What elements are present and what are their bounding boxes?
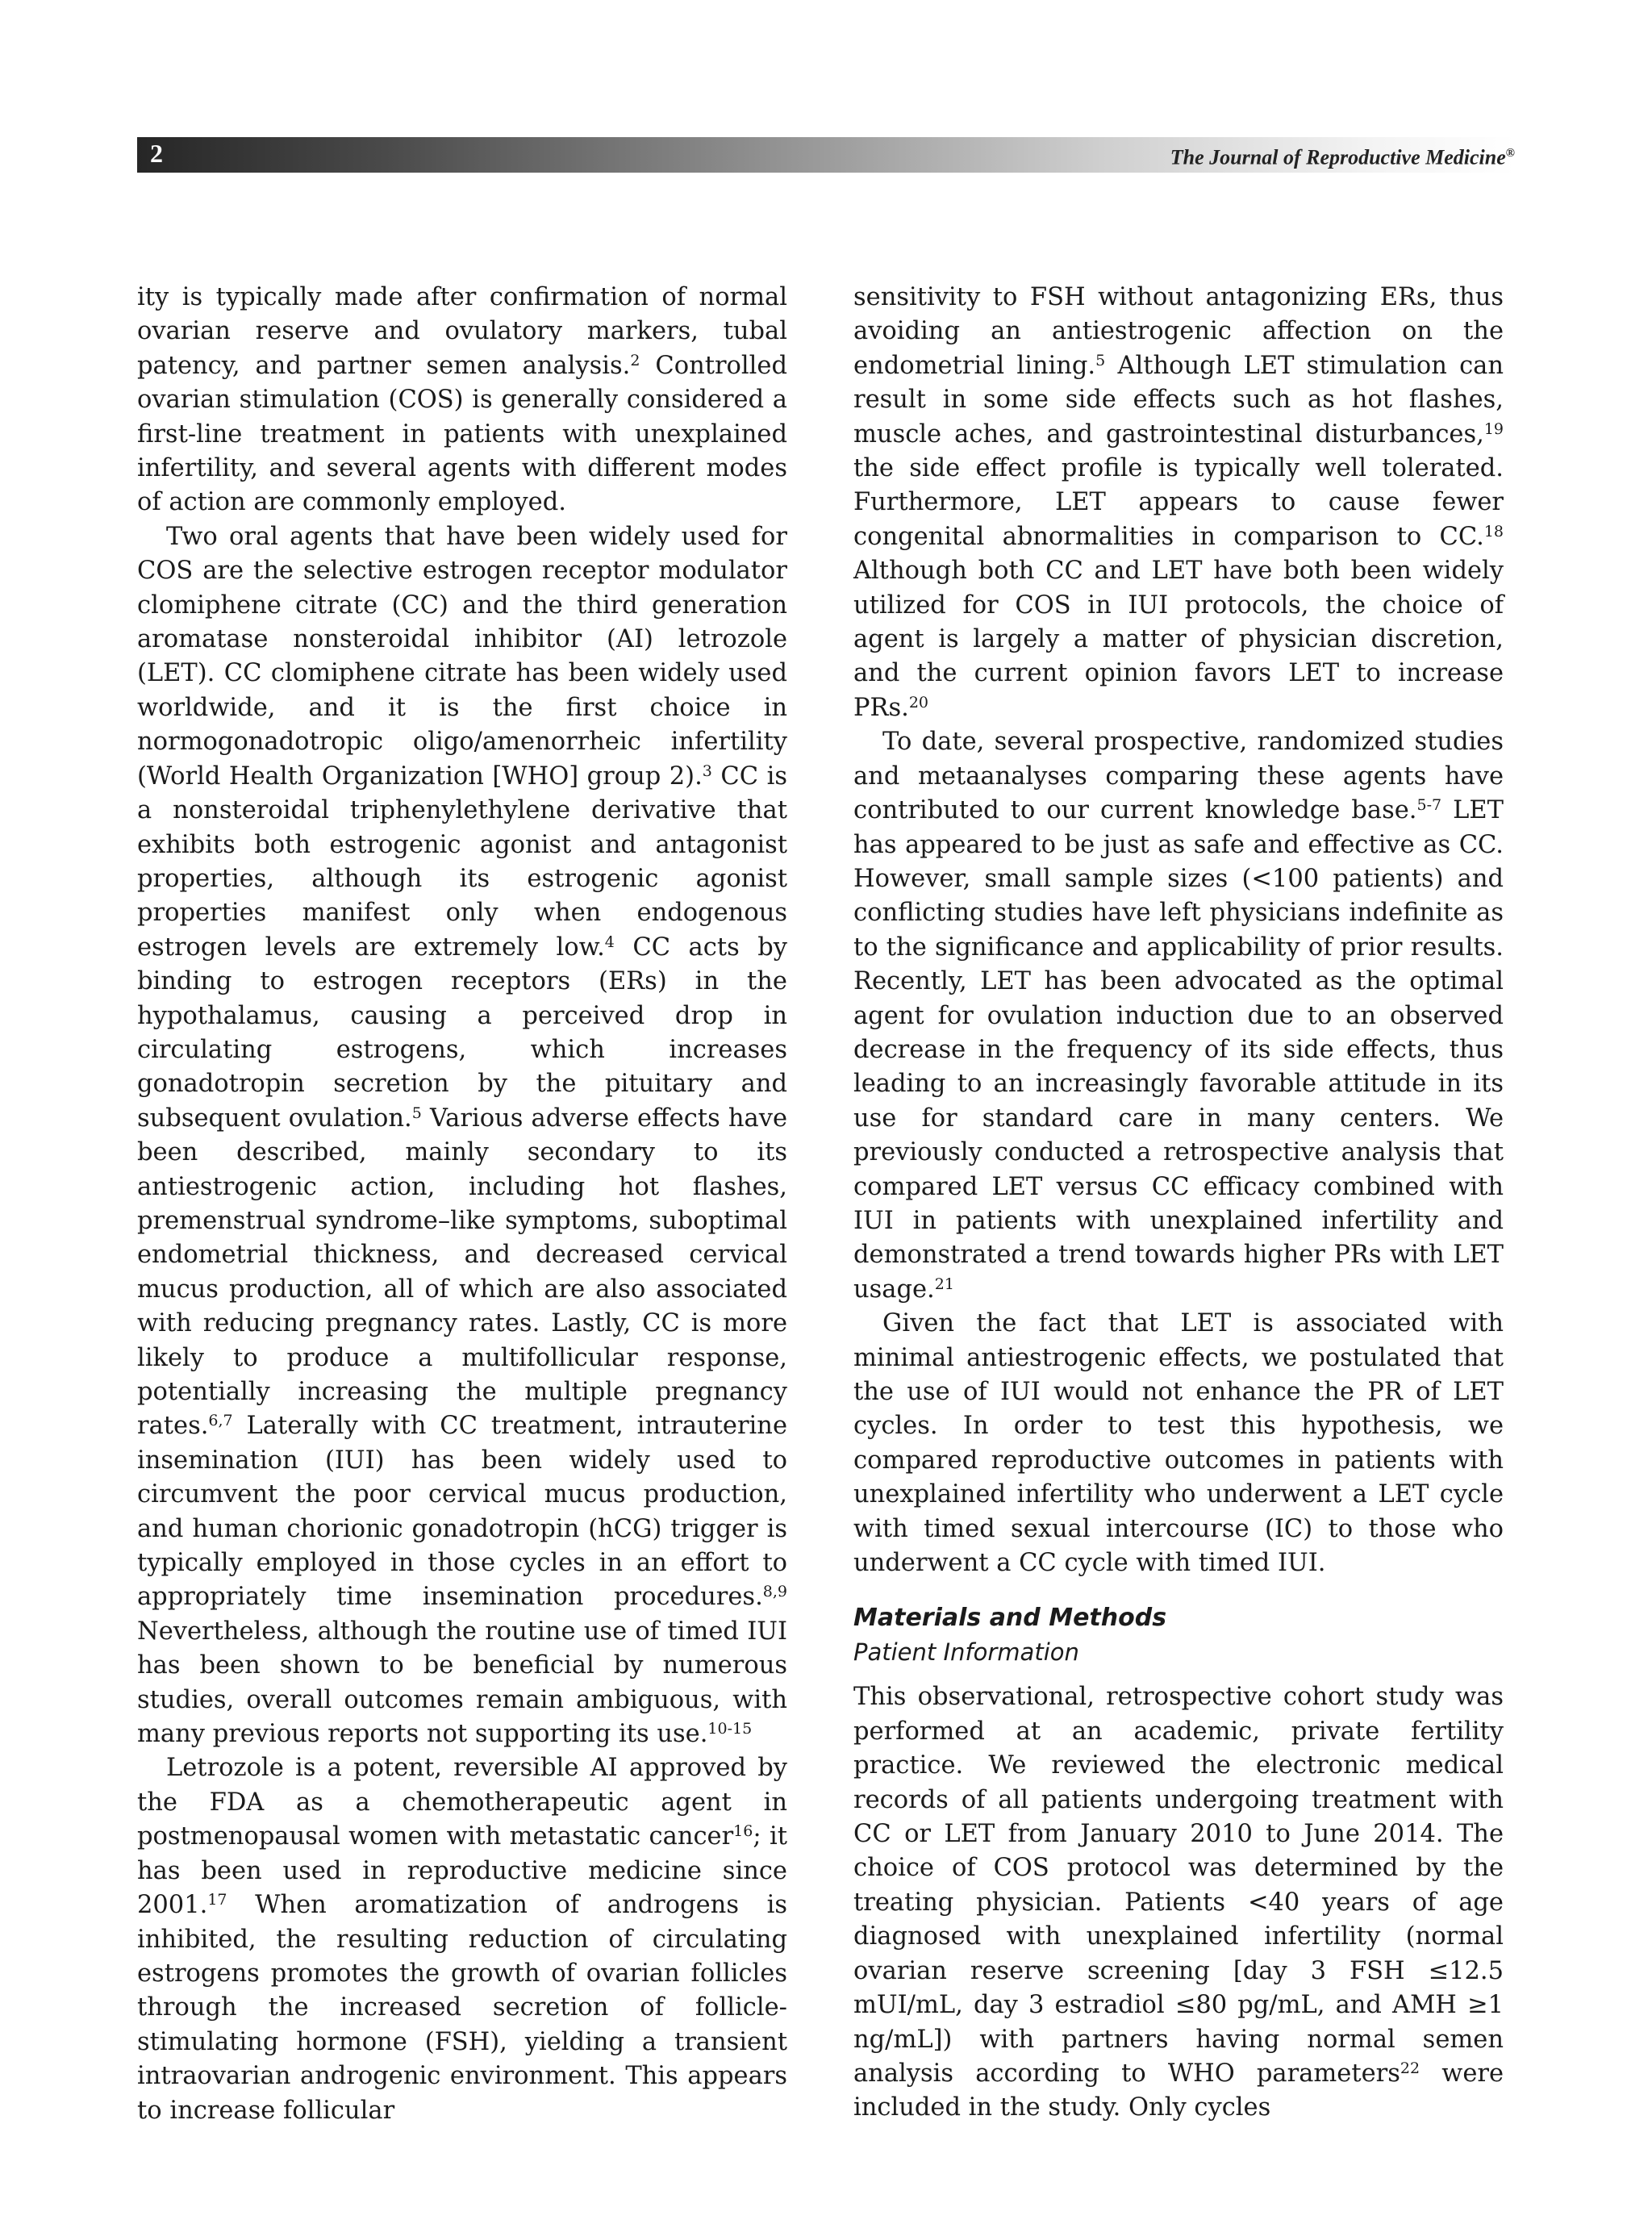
text-run: ; it has been used in reproductive medicine since 2001. (137, 1822, 787, 1920)
body-paragraph (137, 520, 787, 1752)
citation-superscript: 5 (1095, 351, 1106, 369)
citation-superscript: 16 (733, 1822, 753, 1841)
right-column (853, 281, 1504, 2126)
sub-heading: Patient Information (853, 1638, 1079, 1667)
citation-superscript: 20 (908, 693, 929, 711)
citation-superscript: 6,7 (208, 1412, 233, 1430)
body-paragraph (853, 1680, 1504, 2125)
body-paragraph (853, 1307, 1504, 1580)
page-number: 2 (150, 139, 163, 168)
text-run: LET has appeared to be just as safe and effective as CC. However, small sample sizes (<100 patients) and conflicting studies have left physicians indefinite as to the significance and applicability of prior results. Recently, LET has been advocated as the optimal agent for ovulation induction due to an observed decrease in the frequency of its side effects, thus leading to an increasingly favorable attitude in its use for standard care in many centers. We previously conducted a retrospective analysis that compared LET versus CC efficacy combined with IUI in patients with unexplained infertility and demonstrated a trend towards higher PRs with LET usage. (853, 796, 1504, 1304)
citation-superscript: 8,9 (762, 1583, 787, 1601)
text-run: Two oral agents that have been widely used for COS are the selective estrogen receptor modulator clomiphene citrate (CC) and the third generation aromatase nonsteroidal inhibitor (AI) letrozole (LET). CC clomiphene citrate has been widely used worldwide, and it is the first choice in normogonadotropic oligo/amenorrheic infertility (World Health Organization [WHO] group 2). (137, 522, 787, 791)
text-run: Although LET stimulation can result in some side effects such as hot flashes, muscle aches, and gastrointestinal disturbances, (853, 351, 1504, 449)
text-run: Letrozole is a potent, reversible AI approved by the FDA as a chemotherapeutic agent in postmenopausal women with metastatic cancer (137, 1754, 787, 1851)
citation-superscript: 10-15 (707, 1720, 753, 1738)
text-run: were included in the study. Only cycles (853, 2059, 1504, 2122)
citation-superscript: 19 (1483, 419, 1504, 438)
citation-superscript: 3 (702, 762, 712, 780)
text-run: To date, several prospective, randomized studies and metaanalyses comparing these agents have contributed to our current knowledge base. (853, 728, 1504, 825)
citation-superscript: 4 (604, 933, 615, 951)
citation-superscript: 21 (934, 1275, 954, 1293)
text-run: Laterally with CC treatment, intrauterine insemination (IUI) has been widely used to circumvent the poor cervical mucus production, and human chorionic gonadotropin (hCG) trigger is typically employed in those cycles in an effort to appropriately time insemination procedures. (137, 1412, 787, 1612)
text-run: ity is typically made after confirmation of normal ovarian reserve and ovulatory markers, tubal patency, and partner semen analysis. (137, 283, 787, 380)
body-paragraph (137, 281, 787, 520)
text-run: CC acts by binding to estrogen receptors (ERs) in the hypothalamus, causing a perceived drop in circulating estrogens, which increases gonadotropin secretion by the pituitary and subsequent ovulation. (137, 933, 787, 1133)
citation-superscript: 18 (1483, 522, 1504, 540)
citation-superscript: 22 (1400, 2059, 1420, 2077)
text-run: When aromatization of androgens is inhibited, the resulting reduction of circulating estrogens promotes the growth of ovarian follicles through the increased secretion of follicle-stimulating hormone (FSH), yielding a transient intraovarian androgenic environment. This appears to increase follicular (137, 1891, 787, 2125)
text-run: Nevertheless, although the routine use of timed IUI has been shown to be beneficial by numerous studies, overall outcomes remain ambiguous, with many previous reports not supporting its use. (137, 1617, 787, 1749)
text-run: CC is a nonsteroidal triphenylethylene derivative that exhibits both estrogenic agonist and antagonist properties, although its estrogenic agonist properties manifest only when endogenous estrogen levels are extremely low. (137, 762, 787, 962)
text-run: Various adverse effects have been described, mainly secondary to its antiestrogenic action, including hot flashes, premenstrual syndrome–like symptoms, suboptimal endometrial thickness, and decreased cervical mucus production, all of which are also associated with reducing pregnancy rates. Lastly, CC is more likely to produce a multifollicular response, potentially increasing the multiple pregnancy rates. (137, 1104, 787, 1441)
body-paragraph (137, 1751, 787, 2127)
citation-superscript: 5 (411, 1104, 422, 1122)
citation-superscript: 17 (207, 1891, 227, 1909)
journal-title (1170, 136, 1515, 171)
text-run: This observational, retrospective cohort study was performed at an academic, private fertility practice. We reviewed the electronic medical records of all patients undergoing treatment with CC or LET from January 2010 to June 2014. The choice of COS protocol was determined by the treating physician. Patients <40 years of age diagnosed with unexplained infertility (normal ovarian reserve screening [day 3 FSH ≤12.5 mUI/mL, day 3 estradiol ≤80 pg/mL, and AMH ≥1 ng/mL]) with partners having normal semen analysis according to WHO parameters (853, 1683, 1504, 2088)
section-heading: Materials and Methods (853, 1604, 1167, 1633)
text-run: Although both CC and LET have both been widely utilized for COS in IUI protocols, the choice of agent is largely a matter of physician discretion, and the current opinion favors LET to increase PRs. (853, 557, 1504, 722)
registered-mark: ® (1505, 147, 1515, 160)
left-column (137, 281, 787, 2128)
text-run: sensitivity to FSH without antagonizing ERs, thus avoiding an antiestrogenic affection on the endometrial lining. (853, 283, 1504, 380)
body-paragraph (853, 281, 1504, 725)
text-run: the side effect profile is typically well tolerated. Furthermore, LET appears to cause fewer congenital abnormalities in comparison to CC. (853, 454, 1504, 551)
text-run: Controlled ovarian stimulation (COS) is generally considered a first-line treatment in patients with unexplained infertility, and several agents with different modes of action are commonly employed. (137, 351, 787, 517)
citation-superscript: 5-7 (1416, 796, 1442, 815)
body-paragraph (853, 725, 1504, 1307)
journal-title-text: The Journal of Reproductive Medicine (1170, 145, 1506, 169)
citation-superscript: 2 (630, 351, 640, 369)
text-run: Given the fact that LET is associated with minimal antiestrogenic effects, we postulated that the use of IUI would not enhance the PR of LET cycles. In order to test this hypothesis, we compared reproductive outcomes in patients with unexplained infertility who underwent a LET cycle with timed sexual intercourse (IC) to those who underwent a CC cycle with timed IUI. (853, 1309, 1504, 1578)
